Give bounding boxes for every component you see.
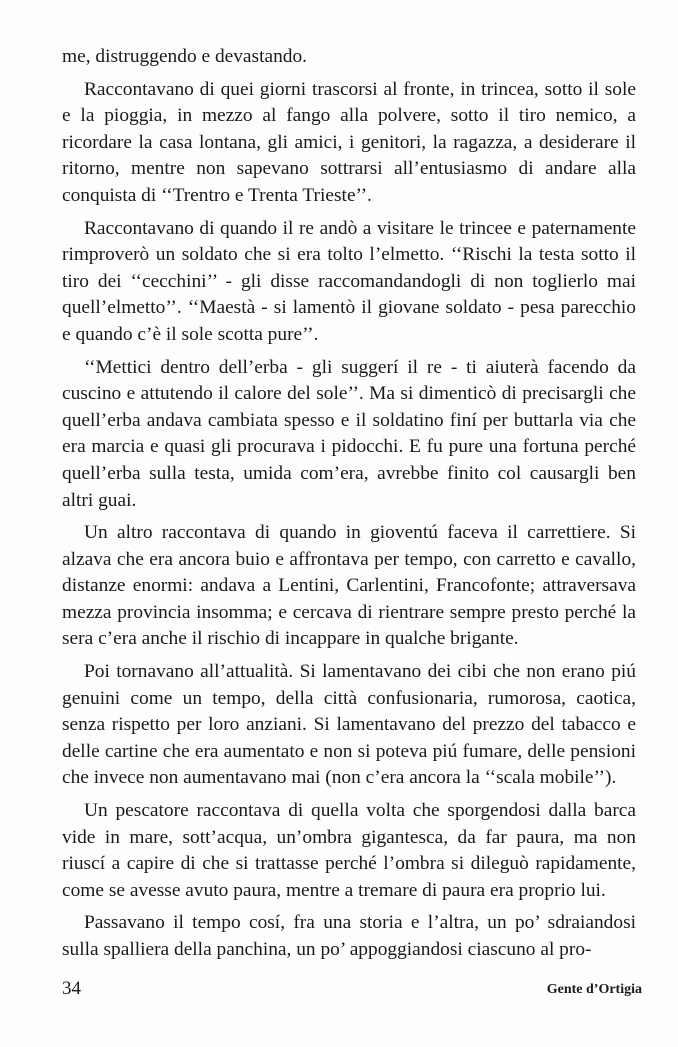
page-footer (62, 978, 642, 1002)
paragraph: Un altro raccontava di quando in gioventú faceva il carrettiere. Si alzava che era ancora buio e affrontava per tempo, con carretto e cavallo, distanze enormi: andava a Lentini, Carlentini, Francofonte; attraversava mezza provincia insomma; e cercava di rientrare sempre presto perché la sera c’era anche il rischio di incappare in qualche brigante. (62, 522, 636, 650)
page-number: 34 (62, 978, 81, 999)
paragraph: ‘‘Mettici dentro dell’erba - gli suggerí il re - ti aiuterà facendo da cuscino e attutendo il calore del sole’’. Ma si dimenticò di precisargli che quell’erba andava cambiata spesso e il soldatino finí per buttarla via che era marcia e quasi gli procurava i pidocchi. E fu pure una fortuna perché quell’erba sulla testa, umida com’era, avrebbe finito col causargli ben altri guai. (62, 356, 636, 511)
paragraph: Un pescatore raccontava di quella volta che sporgendosi dalla barca vide in mare, sott’acqua, un’ombra gigantesca, da far paura, ma non riuscí a capire di che si trattasse perché l’ombra si dileguò rapidamente, come se avesse avuto paura, mentre a tremare di paura era proprio lui. (62, 800, 636, 901)
paragraph: Raccontavano di quei giorni trascorsi al fronte, in trincea, sotto il sole e la pioggia, in mezzo al fango alla polvere, sotto il tiro nemico, a ricordare la casa lontana, gli amici, i genitori, la ragazza, a desiderare il ritorno, mentre non sapevano sottrarsi all’entusiasmo di andare alla conquista di ‘‘Trentro e Trenta Trieste’’. (62, 78, 636, 206)
paragraph: Passavano il tempo cosí, fra una storia e l’altra, un po’ sdraiandosi sulla spalliera della panchina, un po’ appoggiandosi ciascuno al pro- (62, 912, 636, 960)
paragraph: Raccontavano di quando il re andò a visitare le trincee e paternamente rimproverò un soldato che si era tolto l’elmetto. ‘‘Rischi la testa sotto il tiro dei ‘‘cecchini’’ - gli disse raccomandandogli di non toglierlo mai quell’elmetto’’. ‘‘Maestà - si lamentò il giovane soldato - pesa parecchio e quando c’è il sole scotta pure’’. (62, 217, 636, 345)
running-title: Gente d’Ortigia (546, 982, 642, 997)
paragraph-continuation: me, distruggendo e devastando. (62, 46, 308, 67)
paragraph: Poi tornavano all’attualità. Si lamentavano dei cibi che non erano piú genuini come un tempo, della città confusionaria, rumorosa, caotica, senza rispetto per loro anziani. Si lamentavano del prezzo del tabacco e delle cartine che era aumentato e non si poteva piú fumare, delle pensioni che invece non aumentavano mai (non c’era ancora la ‘‘scala mobile’’). (62, 661, 636, 789)
body-text (62, 44, 636, 970)
